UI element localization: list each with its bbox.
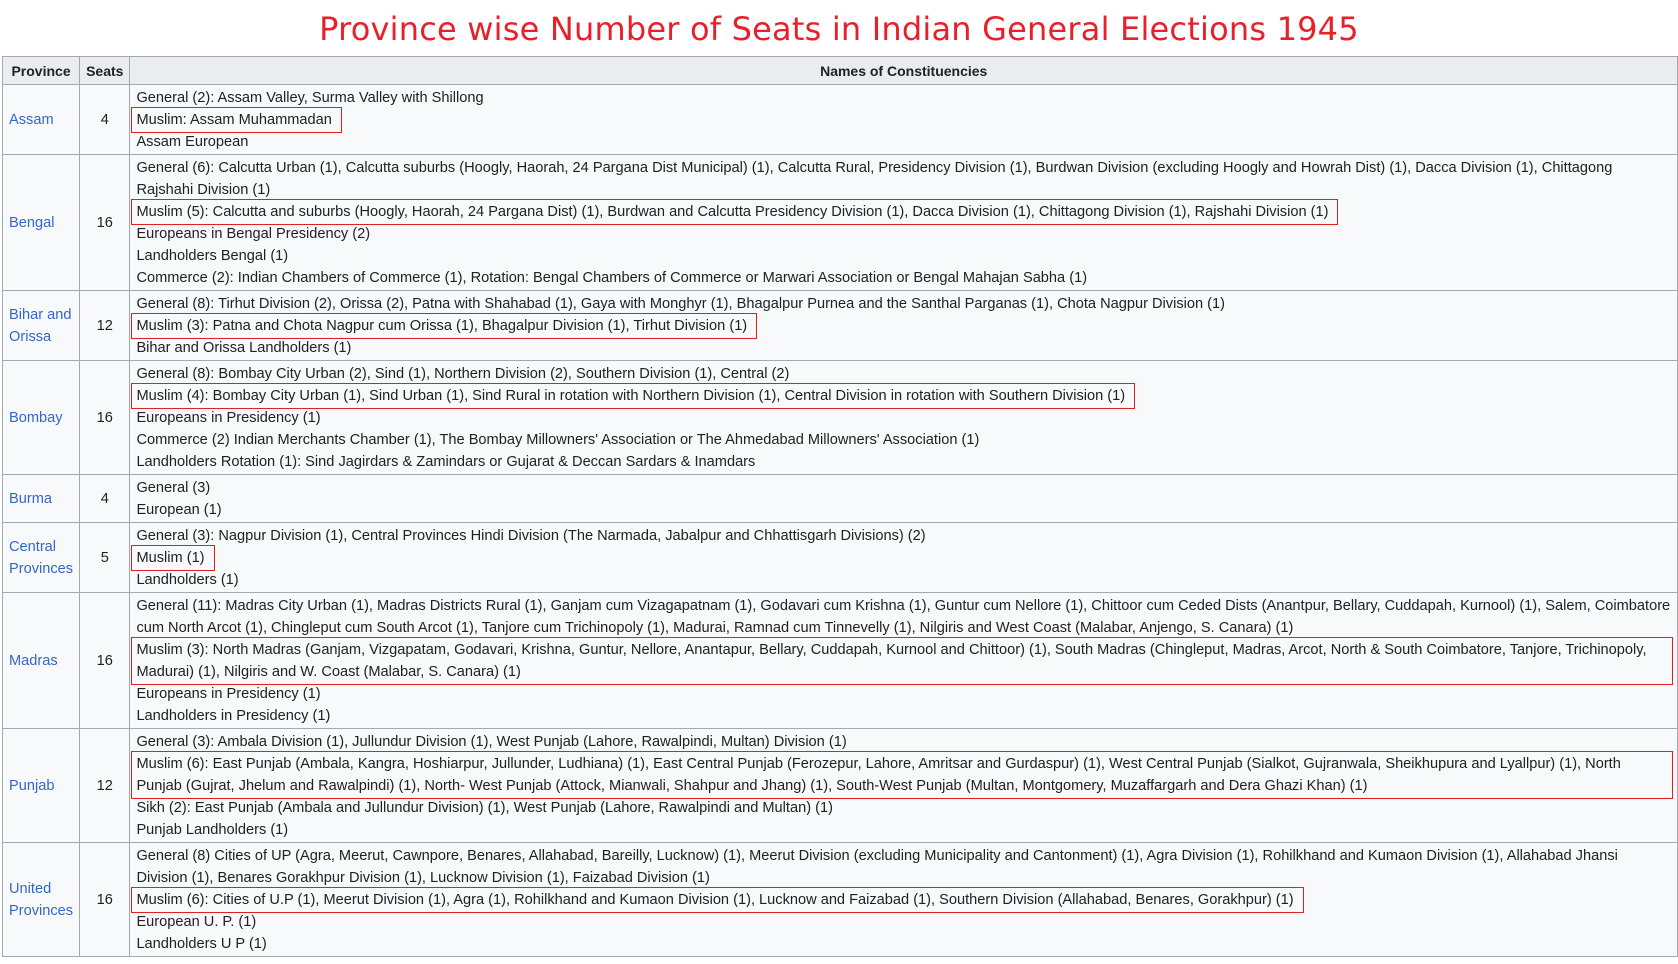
constituency-list — [130, 593, 1678, 729]
seat-count: 4 — [80, 85, 130, 155]
constituency-text: Landholders Rotation (1): Sind Jagirdars & Zamindars or Gujarat & Deccan Sardars & Inamdars — [136, 454, 756, 470]
constituency-text: General (2): Assam Valley, Surma Valley with Shillong — [136, 90, 484, 106]
column-header-province[interactable]: Province — [3, 57, 80, 85]
constituency-text: European U. P. (1) — [136, 914, 257, 930]
constituency-text: Muslim (5): Calcutta and suburbs (Hoogly, Haorah, 24 Pargana Dist) (1), Burdwan and Calcutta Presidency Division (1), Dacca Division (1), Chittagong Division (1), Rajshahi Division (1) — [133, 201, 1336, 223]
table-row — [3, 475, 1678, 523]
constituency-list — [130, 843, 1678, 957]
constituency-text: General (8) Cities of UP (Agra, Meerut, Cawnpore, Benares, Allahabad, Bareilly, Lucknow) (1), Meerut Division (excluding Municipality and Cantonment) (1), Agra Division (1), Rohilkhand and Kumaon Division (1), Allahabad Jhansi Division (1), Benares Gorakhpur Division (1), Lucknow Division (1), Faizabad Division (1) — [136, 848, 1618, 886]
constituency-text: Muslim (4): Bombay City Urban (1), Sind Urban (1), Sind Rural in rotation with Northern Division (1), Central Division in rotation with Southern Division (1) — [133, 385, 1133, 407]
constituency-text: General (3): Nagpur Division (1), Central Provinces Hindi Division (The Narmada, Jabalpur and Chhattisgarh Divisions) (2) — [136, 528, 926, 544]
constituency-text: General (8): Tirhut Division (2), Orissa (2), Patna with Shahabad (1), Gaya with Monghyr (1), Bhagalpur Purnea and the Santhal Parganas (1), Chota Nagpur Division (1) — [136, 296, 1226, 312]
seat-count: 16 — [80, 843, 130, 957]
province-link[interactable]: Bombay — [3, 361, 80, 475]
seat-count: 12 — [80, 291, 130, 361]
constituency-line — [136, 705, 1671, 727]
constituency-text: Punjab Landholders (1) — [136, 822, 289, 838]
constituency-line — [136, 595, 1671, 639]
seat-count: 5 — [80, 523, 130, 593]
table-body — [3, 85, 1678, 957]
seat-count: 4 — [80, 475, 130, 523]
constituency-text: Sikh (2): East Punjab (Ambala and Jullundur Division) (1), West Punjab (Lahore, Rawalpindi and Multan) (1) — [136, 800, 833, 816]
constituency-text: General (3) — [136, 480, 211, 496]
constituency-line — [136, 819, 1671, 841]
constituency-text: Muslim (6): Cities of U.P (1), Meerut Division (1), Agra (1), Rohilkhand and Kumaon Division (1), Lucknow and Faizabad (1), Southern Division (Allahabad, Benares, Gorakhpur) (1) — [133, 889, 1301, 911]
seat-count: 12 — [80, 729, 130, 843]
seat-count: 16 — [80, 593, 130, 729]
province-link[interactable]: Central Provinces — [3, 523, 80, 593]
constituency-line — [136, 429, 1671, 451]
table-row — [3, 291, 1678, 361]
constituency-text: General (11): Madras City Urban (1), Madras Districts Rural (1), Ganjam cum Vizagapatnam (1), Godavari cum Krishna (1), Guntur cum Nellore (1), Chittoor cum Ceded Dists (Anantpur, Bellary, Cuddapah, Kurnool) (1), Salem, Coimbatore cum North Arcot (1), Chingleput cum South Arcot (1), Tanjore cum Trichinopoly (1), Madurai, Ramnad cum Tinnevelly (1), Nilgiris and West Coast (Malabar, Anjengo, S. Canara) (1) — [136, 598, 1671, 636]
constituency-list — [130, 361, 1678, 475]
province-link[interactable]: Bihar and Orissa — [3, 291, 80, 361]
constituency-line — [136, 87, 1671, 109]
constituency-text: Bihar and Orissa Landholders (1) — [136, 340, 352, 356]
constituency-line — [136, 525, 1671, 547]
table-row — [3, 523, 1678, 593]
muslim-seats-highlight — [136, 639, 1671, 683]
constituency-text: Muslim: Assam Muhammadan — [133, 109, 339, 131]
constituencies-table — [2, 56, 1678, 957]
table-row — [3, 155, 1678, 291]
constituency-line — [136, 845, 1671, 889]
table-row — [3, 729, 1678, 843]
table-row — [3, 85, 1678, 155]
table-row — [3, 843, 1678, 957]
constituency-line — [136, 499, 1671, 521]
constituency-line — [136, 157, 1671, 201]
province-link[interactable]: Bengal — [3, 155, 80, 291]
constituency-text: Muslim (3): Patna and Chota Nagpur cum Orissa (1), Bhagalpur Division (1), Tirhut Division (1) — [133, 315, 755, 337]
muslim-seats-highlight — [136, 753, 1671, 797]
seat-count: 16 — [80, 361, 130, 475]
constituency-line — [136, 407, 1671, 429]
muslim-seats-highlight — [136, 385, 1671, 407]
constituency-text: Europeans in Presidency (1) — [136, 410, 321, 426]
constituency-text: Muslim (1) — [133, 547, 212, 569]
province-link[interactable]: Madras — [3, 593, 80, 729]
constituency-line — [136, 223, 1671, 245]
column-header-seats[interactable]: Seats — [80, 57, 130, 85]
constituency-text: General (8): Bombay City Urban (2), Sind (1), Northern Division (2), Southern Division (1), Central (2) — [136, 366, 790, 382]
header-row — [3, 57, 1678, 85]
muslim-seats-highlight — [136, 201, 1671, 223]
constituency-list — [130, 475, 1678, 523]
constituency-line — [136, 683, 1671, 705]
constituency-text: General (6): Calcutta Urban (1), Calcutta suburbs (Hoogly, Haorah, 24 Pargana Dist Municipal) (1), Calcutta Rural, Presidency Division (1), Burdwan Division (excluding Hoogly and Howrah Dist) (1), Dacca Division (1), Chittagong Rajshahi Division (1) — [136, 160, 1613, 198]
table-row — [3, 361, 1678, 475]
constituency-text: Europeans in Presidency (1) — [136, 686, 321, 702]
constituency-text: General (3): Ambala Division (1), Jullundur Division (1), West Punjab (Lahore, Rawalpindi, Multan) Division (1) — [136, 734, 847, 750]
constituency-list — [130, 729, 1678, 843]
constituency-line — [136, 569, 1671, 591]
constituency-text: European (1) — [136, 502, 222, 518]
constituency-line — [136, 293, 1671, 315]
muslim-seats-highlight — [136, 547, 1671, 569]
province-link[interactable]: Assam — [3, 85, 80, 155]
province-link[interactable]: United Provinces — [3, 843, 80, 957]
constituency-list — [130, 85, 1678, 155]
muslim-seats-highlight — [136, 315, 1671, 337]
constituency-line — [136, 451, 1671, 473]
constituency-list — [130, 523, 1678, 593]
constituency-line — [136, 933, 1671, 955]
constituency-text: Commerce (2) Indian Merchants Chamber (1), The Bombay Millowners' Association or The Ahmedabad Millowners' Association (1) — [136, 432, 980, 448]
constituency-text: Assam European — [136, 134, 249, 150]
constituency-line — [136, 337, 1671, 359]
constituency-text: Landholders (1) — [136, 572, 239, 588]
constituency-line — [136, 911, 1671, 933]
constituency-text: Commerce (2): Indian Chambers of Commerce (1), Rotation: Bengal Chambers of Commerce or Marwari Association or Bengal Mahajan Sabha (1) — [136, 270, 1088, 286]
constituency-text: Muslim (3): North Madras (Ganjam, Vizgapatam, Godavari, Krishna, Guntur, Nellore, Anantapur, Bellary, Cuddapah, Kurnool and Chittoor) (1), South Madras (Chingleput, Madras, Arcot, North & South Coimbatore, Tanjore, Trichinopoly, Madurai) (1), Nilgiris and W. Coast (Malabar, S. Canara) (1) — [133, 639, 1671, 683]
constituency-line — [136, 245, 1671, 267]
province-link[interactable]: Punjab — [3, 729, 80, 843]
constituency-line — [136, 731, 1671, 753]
constituency-line — [136, 363, 1671, 385]
constituency-text: Landholders in Presidency (1) — [136, 708, 331, 724]
column-header-constituencies[interactable]: Names of Constituencies — [130, 57, 1678, 85]
page-title: Province wise Number of Seats in Indian General Elections 1945 — [319, 10, 1359, 48]
constituency-text: Europeans in Bengal Presidency (2) — [136, 226, 371, 242]
constituency-text: Landholders Bengal (1) — [136, 248, 289, 264]
seat-count: 16 — [80, 155, 130, 291]
muslim-seats-highlight — [136, 889, 1671, 911]
constituency-text: Muslim (6): East Punjab (Ambala, Kangra, Hoshiarpur, Jullunder, Ludhiana) (1), East Central Punjab (Ferozepur, Lahore, Amritsar and Gurdaspur) (1), West Central Punjab (Sialkot, Gujranwala, Sheikhupura and Lyallpur) (1), North Punjab (Gujrat, Jhelum and Rawalpindi) (1), North- West Punjab (Attock, Mianwali, Shahpur and Jhang) (1), South-West Punjab (Multan, Montgomery, Muzaffargarh and Dera Ghazi Khan) (1) — [133, 753, 1671, 797]
province-link[interactable]: Burma — [3, 475, 80, 523]
muslim-seats-highlight — [136, 109, 1671, 131]
constituency-list — [130, 155, 1678, 291]
constituency-text: Landholders U P (1) — [136, 936, 267, 952]
constituency-line — [136, 797, 1671, 819]
constituency-list — [130, 291, 1678, 361]
constituency-line — [136, 477, 1671, 499]
constituency-line — [136, 267, 1671, 289]
constituency-line — [136, 131, 1671, 153]
table-row — [3, 593, 1678, 729]
